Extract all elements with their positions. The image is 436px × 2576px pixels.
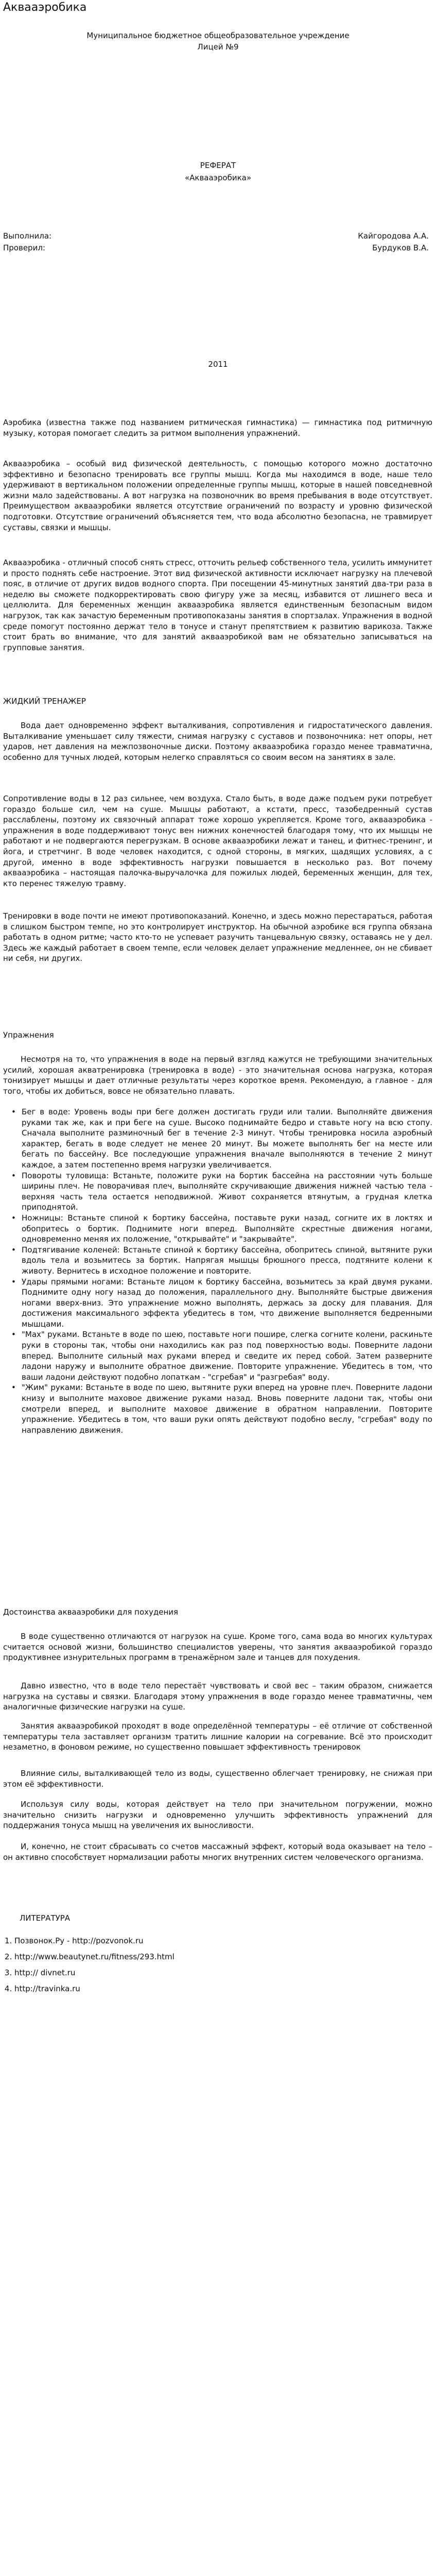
body-paragraph: Сопротивление воды в 12 раз сильнее, чем воздуха. Стало быть, в воде даже подъем руки потребует гораздо больше сил, чем на суше. Мышцы работают, а кстати, пресс, тазобедренный сустав расслаблены, поэтому их связочный аппарат тоже хорошо укрепляется. Кроме того, аквааэробика - упражнения в воде поддерживают тонус вен нижних конечностей благодаря тому, что их мышцы не работают и не подвергаются перегрузкам. В основе аквааэробики лежат и танец, и фитнес-тренинг, и йога, и стретчинг. В воде человек находится, с одной стороны, в мягких, щадящих условиях, а с другой, именно в воде эффективность нагрузки повышается в несколько раз. Вот почему аквааэробика – настоящая палочка-выручалочка для пожилых людей, беременных женщин, для тех, кто перенес тяжелую травму.: [3, 794, 432, 888]
list-item: • Ножницы: Встаньте спиной к бортику бассейна, поставьте руки назад, согните их в локтях и обопритесь о бортик. Поднимите ноги вперед. Выполняйте скрестные движения ногами, одновременно меняя их положение, "открывайте" и "закрывайте".: [22, 1213, 432, 1245]
reference-item: 2. http://www.beautynet.ru/fitness/293.html: [14, 1949, 175, 1965]
section-heading: Упражнения: [3, 1030, 54, 1040]
school-subtitle: Лицей №9: [197, 42, 239, 52]
signature-names: [358, 230, 429, 254]
exercise-list: [3, 1107, 432, 1435]
intro-paragraph: Аквааэробика - отличный способ снять стресс, отточить рельеф собственного тела, усилить иммунитет и просто поднять себе настроение. Этот вид физической активности исключает нагрузку на плечевой пояс, в отличие от других видов водного спорта. При посещении 45-минутных занятий два-три раза в неделю вы сможете подкорректировать свою фигуру уже за месяц, избавится от лишнего веса и целлюлита. Для беременных женщин аквааэробика является единственным безопасным видом нагрузок, так как зачастую беременным противопоказаны занятия в спортзалах. Упражнения в водной среде помогут постоянно держат тело в тонусе и станут препятствием к развитию варикоза. Также стоит брать во внимание, что для занятий аквааэробикой вам не обязательно записываться на групповые занятия.: [3, 558, 432, 652]
intro-paragraph: Аквааэробика – особый вид физической деятельность, с помощью которого можно достаточно эффективно и безопасно тренировать все группы мышц. Когда мы находимся в воде, наше тело удерживают в вертикальном положении определенные группы мышц, которые в нашей повседневной жизни мало задействованы. А вот нагрузка на позвоночник во время пребывания в воде отсутствует. Преимуществом аквааэробики является отсутствие ограничений по возрасту и уровню физической подготовки. Отсутствие ограничений объясняется тем, что вода абсолютно безопасна, не травмирует суставы, связки и мышцы.: [3, 459, 432, 532]
section-heading: ЖИДКИЙ ТРЕНАЖЕР: [3, 697, 86, 706]
references-list: [3, 1933, 175, 1997]
body-paragraph: Давно известно, что в воде тело перестаёт чувствовать и свой вес – таким образом, снижается нагрузка на суставы и связки. Благодаря этому упражнения в воде гораздо менее травматичны, чем аналогичные физические нагрузки на суше.: [3, 1681, 432, 1712]
document-title: Аквааэробика: [3, 1, 87, 14]
performed-name: Кайгородова А.А.: [358, 231, 429, 241]
body-paragraph: Используя силу воды, которая действует на тело при значительном погружении, можно значительно снизить нагрузки и одновременно улучшить эффективность упражнений для поддержания тонуса мышц на увеличения их выносливости.: [3, 1800, 432, 1831]
report-type: РЕФЕРАТ: [200, 161, 236, 170]
body-paragraph: Вода дает одновременно эффект выталкивания, сопротивления и гидростатического давления. Выталкивание уменьшает силу тяжести, снимая нагрузку с суставов и позвоночника: нет опоры, нет ударов, нет давления на межпозвоночные диски. Поэтому аквааэробика гораздо менее травматична, особенно для тучных людей, которым нелегко справляться со своим весом на занятиях в зале.: [3, 721, 432, 762]
report-year: 2011: [208, 360, 228, 369]
list-item: • "Мах" руками. Встаньте в воде по шею, поставьте ноги пошире, слегка согните колени, раскиньте руки в стороны так, чтобы они находились как раз под поверхностью воды. Поверните ладони вперед. Выполните сильный мах руками вперед и сведите их перед собой. Затем разверните ладони наружу и выполните обратное движение. Повторите упражнение. Убедитесь в том, что ваши ладони действуют подобно лопаткам - "сгребая" и "разгребая" воду.: [22, 1329, 432, 1382]
body-paragraph: Тренировки в воде почти не имеют противопоказаний. Конечно, и здесь можно перестараться, работая в слишком быстром темпе, но это контролирует инструктор. На обычной аэробике вся группа обязана работать в одном ритме; часто кто-то не успевает разучить танцевальную связку, оставаясь не у дел. Здесь же каждый работает в своем темпе, если человек делает упражнение медленнее, он не сбивает ни себя, ни других.: [3, 911, 432, 963]
performed-label: Выполнила:: [3, 231, 52, 241]
body-paragraph: В воде существенно отличаются от нагрузок на суше. Кроме того, сама вода во многих культурах считается основой жизни, большинство специалистов уверены, что занятия аквааэробикой гораздо продуктивнее изнурительных программ в тренажёрном зале и танцев для похудения.: [3, 1632, 432, 1663]
school-name: Муниципальное бюджетное общеобразовательное учреждение: [86, 31, 350, 40]
section-heading: Достоинства аквааэробики для похудения: [3, 1607, 179, 1617]
body-paragraph: Занятия аквааэробикой проходят в воде определённой температуры – её отличие от собственной температуры тела заставляет организм тратить лишние калории на согревание. Всё это происходит незаметно, в фоновом режиме, но существенно повышает эффективность тренировок: [3, 1721, 432, 1752]
list-item: • Подтягивание коленей: Встаньте спиной к бортику бассейна, обопритесь спиной, вытяните руки вдоль тела и возьмитесь за бортик. Напрягая мышцы брюшного пресса, подтяните колени к животу. Вернитесь в исходное положение и повторите.: [22, 1245, 432, 1277]
list-item: • Бег в воде: Уровень воды при беге должен достигать груди или талии. Выполняйте движения руками так же, как и при беге на суше. Высоко поднимайте бедро и ставьте ногу на всю стопу. Сначала выполните разминочный бег в течение 2-3 минут. Чтобы тренировка носила аэробный характер, бегать в воде следует не менее 20 минут. Вы можете выполнять бег на месте или бегать по бассейну. Все последующие упражнения вначале выполняются в течение 2 минут каждое, а затем постепенно время нагрузки увеличивается.: [22, 1107, 432, 1171]
list-item: • Повороты туловища: Встаньте, положите руки на бортик бассейна на расстоянии чуть больше ширины плеч. Не поворачивая плеч, выполняйте скручивающие движения нижней частью тела - верхняя часть тела остается неподвижной. Живот сохраняется втянутым, а грудная клетка приподнятой.: [22, 1171, 432, 1213]
reference-item: 1. Позвонок.Ру - http://pozvonok.ru: [14, 1933, 175, 1949]
report-topic: «Аквааэробика»: [184, 173, 252, 182]
signature-labels: [3, 230, 51, 254]
checked-label: Проверил:: [3, 243, 45, 252]
references-heading: ЛИТЕРАТУРА: [20, 1913, 71, 1923]
list-item: • Удары прямыми ногами: Встаньте лицом к бортику бассейна, возьмитесь за край двумя руками. Поднимите одну ногу назад до положения, параллельного дну. Выполняйте быстрые движения ногами вверх-вниз. Это упражнение можно выполнять, держась за доску для плавания. Для достижения максимального эффекта убедитесь в том, что движение выполняется бедренными мышцами.: [22, 1277, 432, 1330]
checked-name: Бурдуков В.А.: [372, 243, 429, 252]
reference-item: 4. http://travinka.ru: [14, 1981, 175, 1997]
body-paragraph: Несмотря на то, что упражнения в воде на первый взгляд кажутся не требующими значительных усилий, хорошая акватренировка (тренировка в воде) - это значительная основа нагрузка, которая тонизирует мышцы и дает отличные результаты через короткое время. Рекомендую, а главное - для того, чтобы их добиться, вовсе не обязательно плавать.: [3, 1055, 432, 1096]
body-paragraph: И, конечно, не стоит сбрасывать со счетов массажный эффект, который вода оказывает на тело – он активно способствует нормализации работы многих внутренних систем человеческого организма.: [3, 1842, 432, 1862]
intro-paragraph: Аэробика (известна также под названием ритмическая гимнастика) — гимнастика под ритмичную музыку, которая помогает следить за ритмом выполнения упражнений.: [3, 418, 432, 438]
reference-item: 3. http:// divnet.ru: [14, 1965, 175, 1981]
list-item: • "Жим" руками: Встаньте в воде по шею, вытяните руки вперед на уровне плеч. Поверните ладони книзу и выполните маховое движение руками назад. Вновь поверните ладони так, чтобы они смотрели вперед, и выполните маховое движение в обратном направлении. Повторите упражнение. Убедитесь в том, что ваши руки опять действуют подобно веслу, "сгребая" воду по направлению движения.: [22, 1382, 432, 1435]
body-paragraph: Влияние силы, выталкивающей тело из воды, существенно облегчает тренировку, не снижая при этом её эффективности.: [3, 1769, 432, 1789]
